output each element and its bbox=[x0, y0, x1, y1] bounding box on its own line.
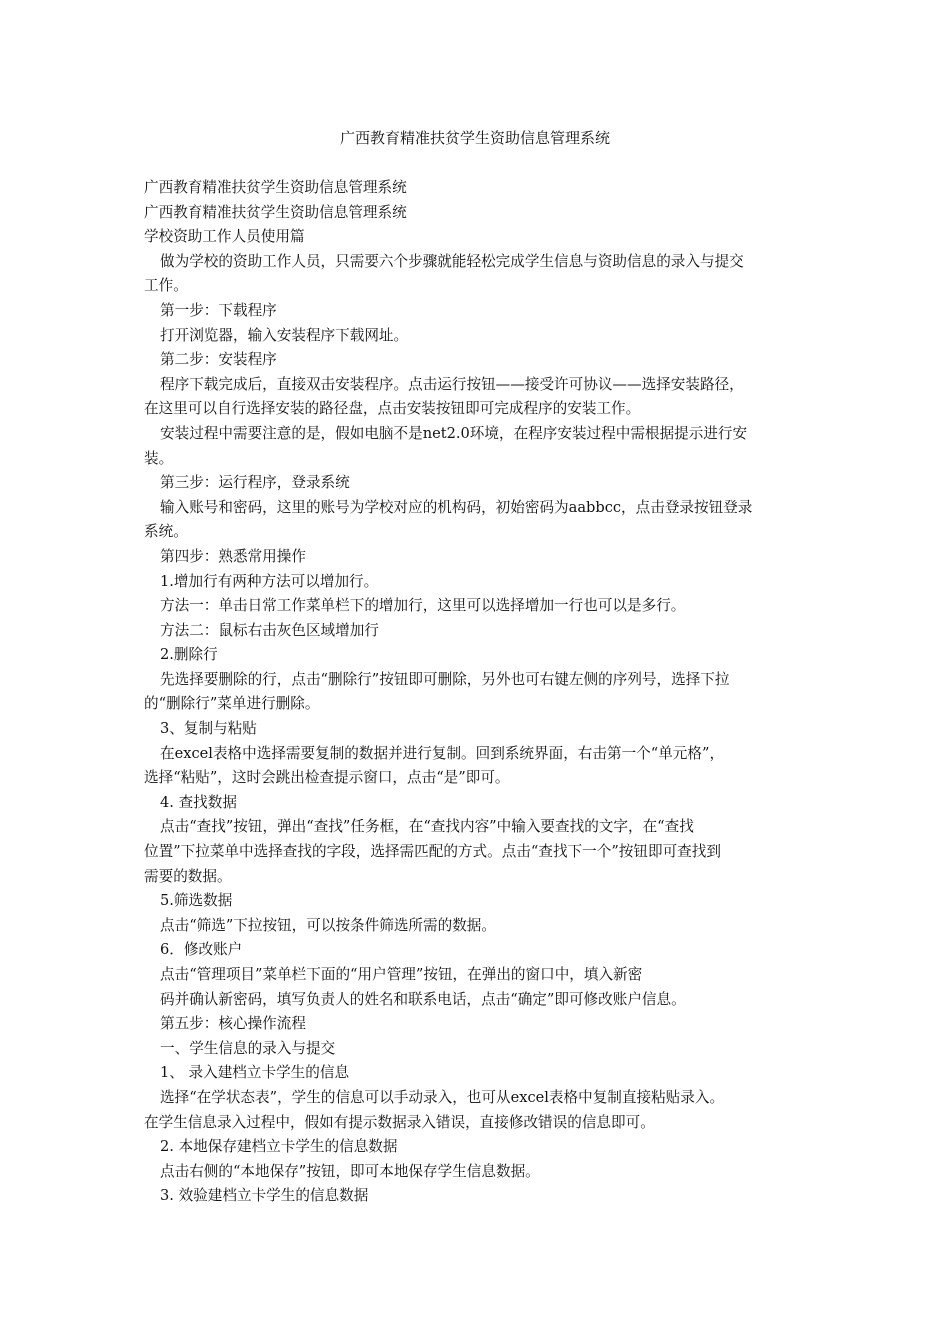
text-line: 1.增加行有两种方法可以增加行。 bbox=[160, 572, 379, 590]
text-line: 先选择要删除的行，点击“删除行”按钮即可删除，另外也可右键左侧的序列号，选择下拉 bbox=[160, 670, 730, 688]
text-line: 系统。 bbox=[144, 523, 188, 541]
text-line: 方法一：单击日常工作菜单栏下的增加行，这里可以选择增加一行也可以是多行。 bbox=[160, 597, 686, 615]
text-line: 在excel表格中选择需要复制的数据并进行复制。回到系统界面，右击第一个“单元格”， bbox=[160, 744, 725, 762]
text-line: 的“删除行”菜单进行删除。 bbox=[144, 695, 320, 713]
text-line: 6．修改账户 bbox=[160, 941, 243, 959]
text-line: 需要的数据。 bbox=[144, 867, 232, 885]
text-line: 位置”下拉菜单中选择查找的字段，选择需匹配的方式。点击“查找下一个”按钮即可查找到 bbox=[144, 843, 721, 861]
text-line: 第四步：熟悉常用操作 bbox=[160, 547, 306, 565]
text-line: 2. 本地保存建档立卡学生的信息数据 bbox=[160, 1138, 398, 1156]
text-line: 3、复制与粘贴 bbox=[160, 720, 257, 738]
text-line: 工作。 bbox=[144, 277, 188, 295]
text-line: 一、学生信息的录入与提交 bbox=[160, 1039, 336, 1057]
text-line: 第一步：下载程序 bbox=[160, 301, 277, 319]
text-line: 广西教育精准扶贫学生资助信息管理系统 bbox=[144, 179, 407, 196]
text-line: 第二步：安装程序 bbox=[160, 351, 277, 369]
text-line: 选择“粘贴”，这时会跳出检查提示窗口，点击“是”即可。 bbox=[144, 769, 510, 787]
document-title: 广西教育精准扶贫学生资助信息管理系统 bbox=[339, 129, 610, 147]
text-line: 装。 bbox=[144, 449, 174, 467]
text-line: 点击右侧的“本地保存”按钮，即可本地保存学生信息数据。 bbox=[160, 1162, 540, 1180]
text-line: 2.删除行 bbox=[160, 646, 218, 664]
text-line: 在学生信息录入过程中，假如有提示数据录入错误，直接修改错误的信息即可。 bbox=[144, 1113, 655, 1131]
text-line: 4. 查找数据 bbox=[160, 793, 237, 811]
text-line: 在这里可以自行选择安装的路径盘，点击安装按钮即可完成程序的安装工作。 bbox=[144, 400, 641, 418]
text-line: 点击“查找”按钮，弹出“查找”任务框，在“查找内容”中输入要查找的文字，在“查找 bbox=[160, 818, 694, 836]
text-line: 第三步：运行程序，登录系统 bbox=[160, 474, 350, 492]
text-line: 方法二：鼠标右击灰色区域增加行 bbox=[160, 621, 379, 639]
text-line: 广西教育精准扶贫学生资助信息管理系统 bbox=[144, 203, 407, 221]
text-line: 做为学校的资助工作人员，只需要六个步骤就能轻松完成学生信息与资助信息的录入与提交 bbox=[160, 252, 744, 270]
text-line: 5.筛选数据 bbox=[160, 892, 233, 910]
text-line: 安装过程中需要注意的是，假如电脑不是net2.0环境，在程序安装过程中需根据提示进行安 bbox=[160, 424, 748, 442]
text-line: 学校资助工作人员使用篇 bbox=[144, 228, 305, 246]
text-line: 点击“筛选”下拉按钮，可以按条件筛选所需的数据。 bbox=[160, 916, 496, 934]
text-line: 打开浏览器，输入安装程序下载网址。 bbox=[160, 326, 409, 344]
text-line: 输入账号和密码，这里的账号为学校对应的机构码，初始密码为aabbcc，点击登录按钮登录 bbox=[160, 498, 753, 516]
text-line: 点击“管理项目”菜单栏下面的“用户管理”按钮，在弹出的窗口中，填入新密 bbox=[160, 966, 643, 983]
document-body bbox=[144, 176, 808, 1209]
text-line: 第五步：核心操作流程 bbox=[160, 1015, 306, 1033]
text-line: 3. 效验建档立卡学生的信息数据 bbox=[160, 1187, 369, 1205]
text-line: 程序下载完成后，直接双击安装程序。点击运行按钮——接受许可协议——选择安装路径， bbox=[160, 375, 744, 393]
text-line: 1、 录入建档立卡学生的信息 bbox=[160, 1064, 350, 1082]
text-line: 选择“在学状态表”，学生的信息可以手动录入，也可从excel表格中复制直接粘贴录入。 bbox=[160, 1088, 725, 1106]
text-line: 码并确认新密码，填写负责人的姓名和联系电话，点击“确定”即可修改账户信息。 bbox=[160, 990, 686, 1008]
